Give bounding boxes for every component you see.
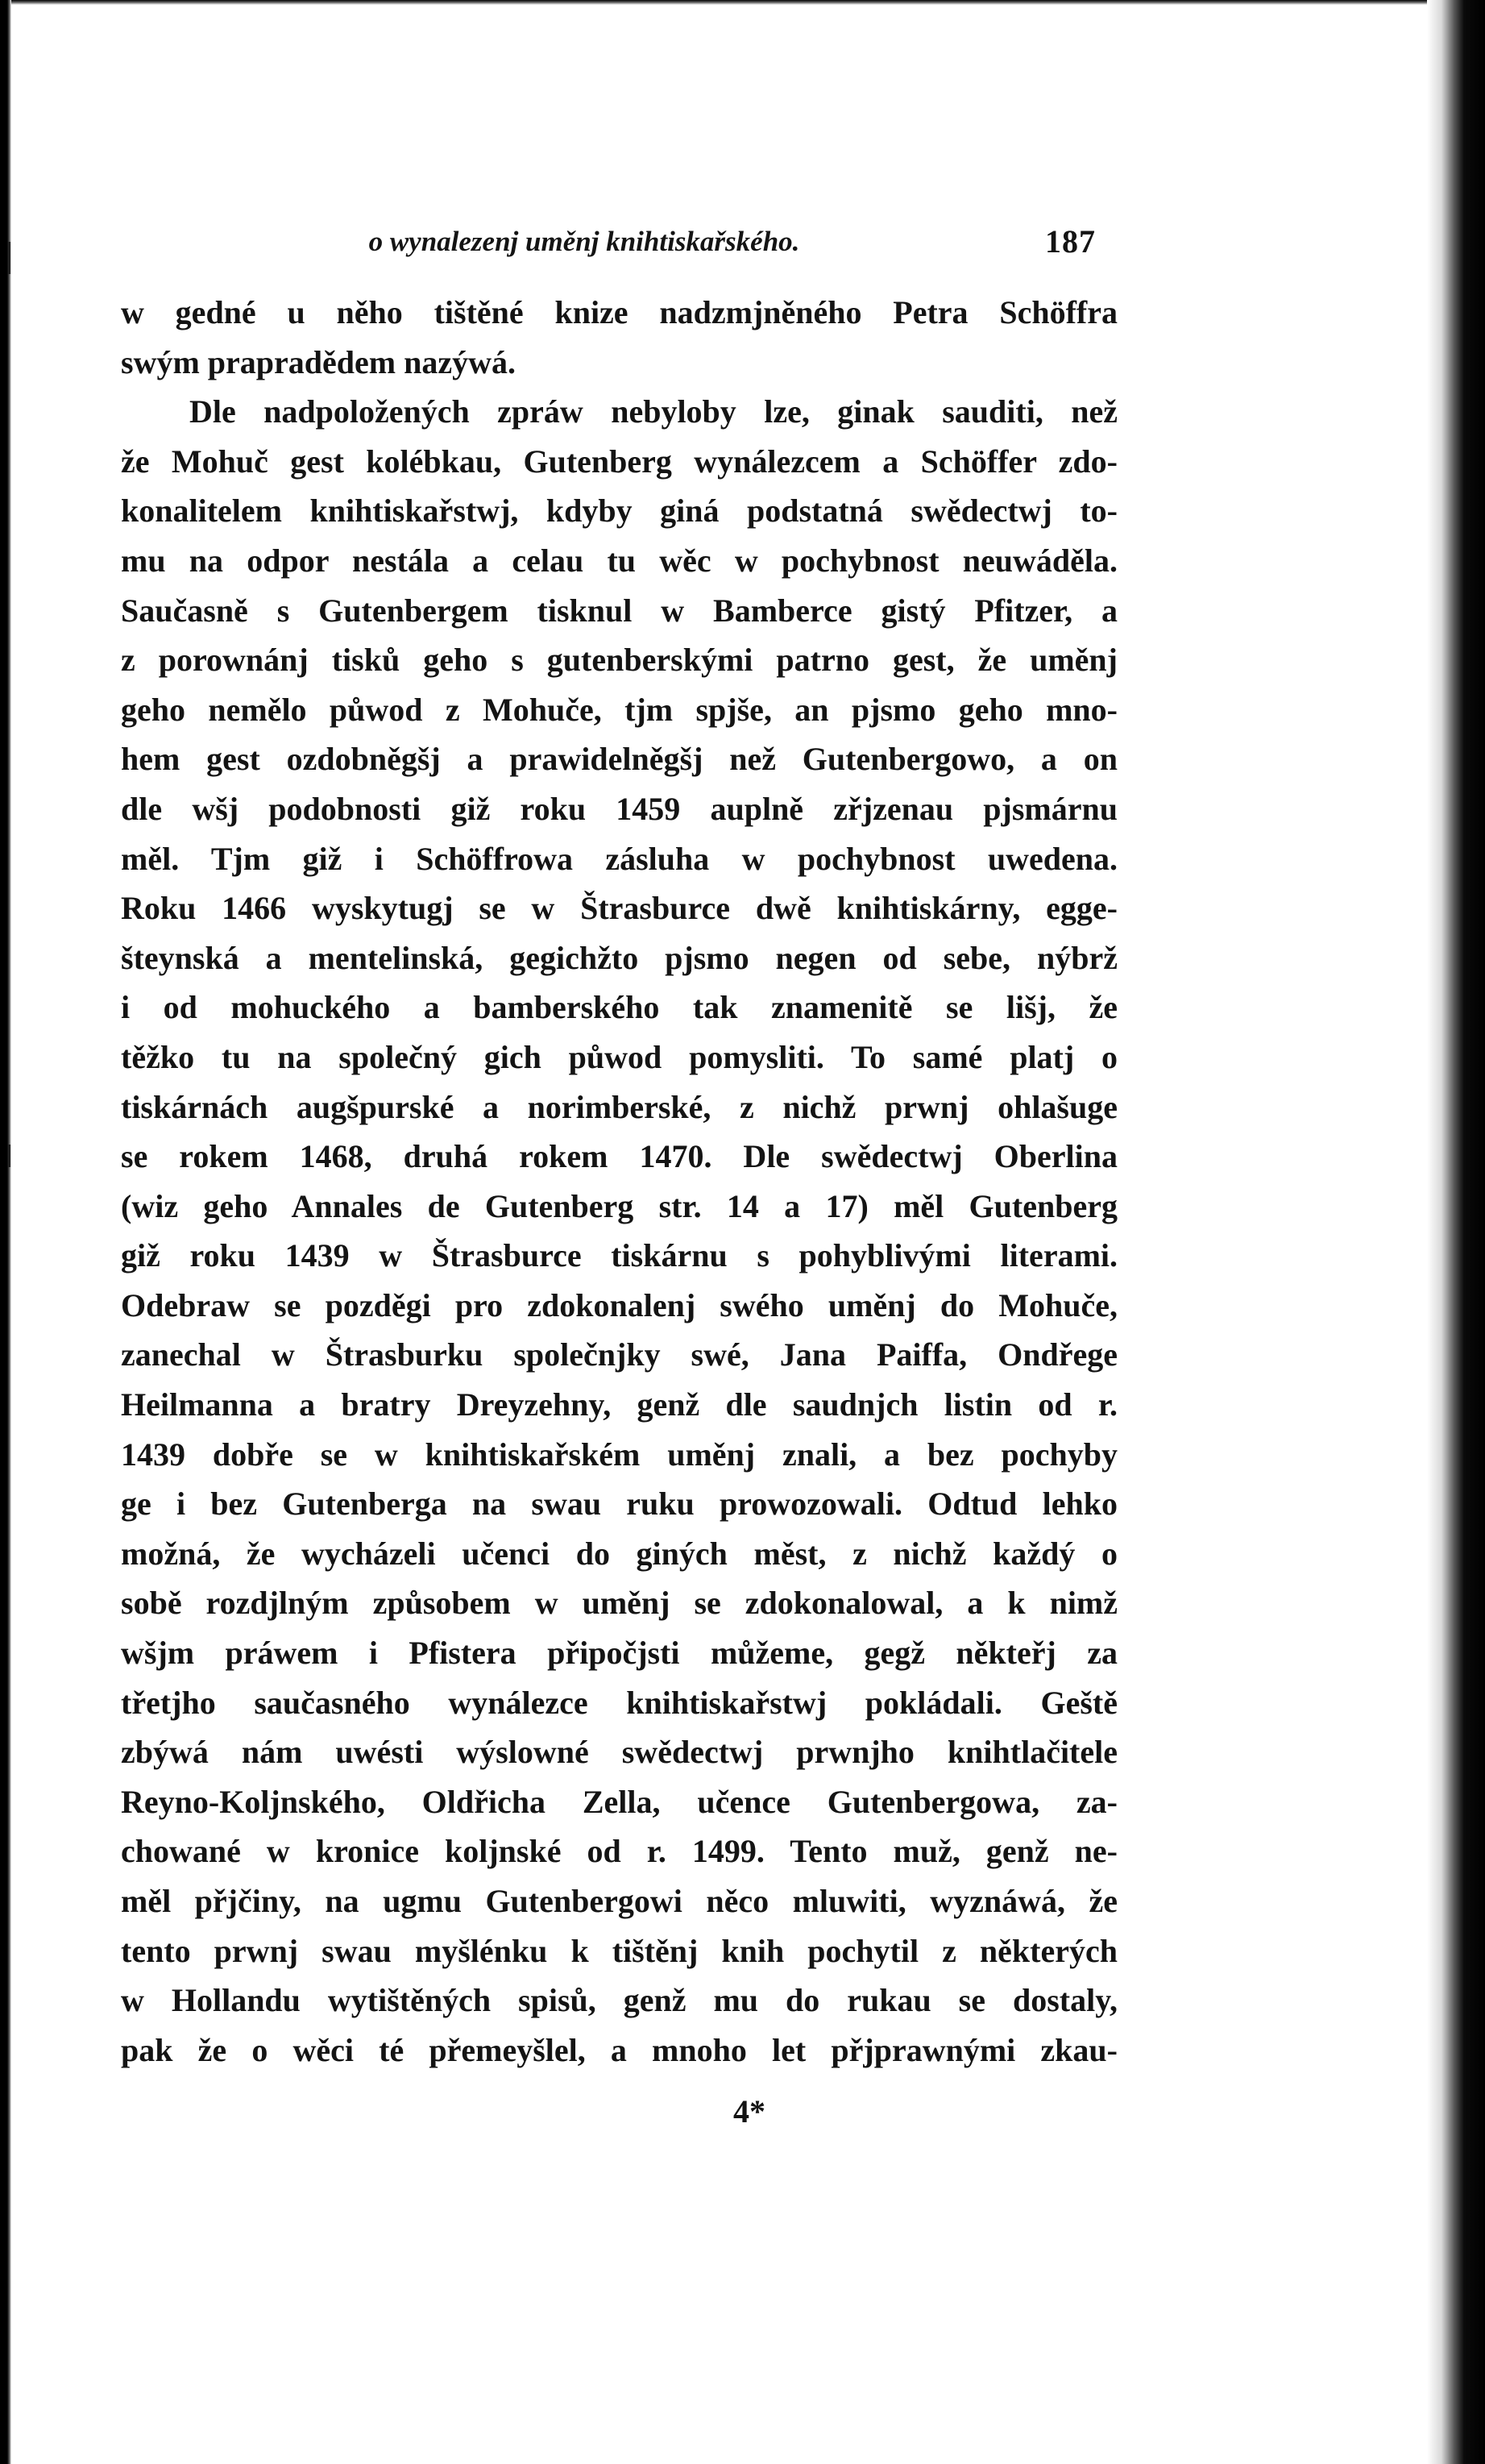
text-line: Reyno-Koljnského, Oldřicha Zella, učence Gutenbergowa, za- (121, 1783, 1118, 1820)
body-text (121, 288, 1118, 2075)
text-line: z porownánj tisků geho s gutenberskými patrno gest, že uměnj (121, 642, 1118, 679)
text-line: Heilmanna a bratry Dreyzehny, genž dle saudnjch listin od r. (121, 1386, 1118, 1423)
text-line: w Hollandu wytištěných spisů, genž mu do rukau se dostaly, (121, 1982, 1118, 2019)
text-line: zanechal w Štrasburku společnjky swé, Jana Paiffa, Ondřege (121, 1336, 1118, 1373)
text-line: mu na odpor nestála a celau tu wěc w pochybnost neuwáděla. (121, 542, 1118, 579)
text-line: dle wšj podobnosti giž roku 1459 auplně zřjzenau pjsmárnu (121, 790, 1118, 827)
text-line: hem gest ozdobněgšj a prawidelněgšj než Gutenbergowo, a on (121, 741, 1118, 778)
text-line: Odebraw se pozděgi pro zdokonalenj swého uměnj do Mohuče, (121, 1286, 1118, 1323)
text-line: měl. Tjm giž i Schöffrowa zásluha w pochybnost uwedena. (121, 840, 1118, 877)
running-title: o wynalezenj uměnj knihtiskařského. (368, 226, 800, 257)
text-line: se rokem 1468, druhá rokem 1470. Dle swědectwj Oberlina (121, 1138, 1118, 1175)
text-line: chowané w kronice koljnské od r. 1499. Tento muž, genž ne- (121, 1833, 1118, 1870)
text-line: Saučasně s Gutenbergem tisknul w Bamberce gistý Pfitzer, a (121, 592, 1118, 629)
text-line: geho nemělo půwod z Mohuče, tjm spjše, an pjsmo geho mno- (121, 691, 1118, 728)
signature-mark: 4* (733, 2093, 765, 2130)
running-head (121, 218, 1096, 266)
text-line: možná, že wycházeli učenci do giných měst, z nichž každý o (121, 1535, 1118, 1572)
text-line: giž roku 1439 w Štrasburce tiskárnu s pohyblivými literami. (121, 1237, 1118, 1274)
text-line: tiskárnách augšpurské a norimberské, z nichž prwnj ohlašuge (121, 1088, 1118, 1125)
text-line: tento prwnj swau myšlénku k tištěnj knih pochytil z některých (121, 1932, 1118, 1969)
text-line: w gedné u něho tištěné knize nadzmjněného Petra Schöffra (121, 294, 1118, 330)
text-line: konalitelem knihtiskařstwj, kdyby giná podstatná swědectwj to- (121, 492, 1118, 530)
text-line: pak že o wěci té přemeyšlel, a mnoho let přjprawnými zkau- (121, 2031, 1118, 2068)
text-line: Dle nadpoložených zpráw nebyloby lze, ginak sauditi, než (189, 393, 1118, 430)
text-line: že Mohuč gest kolébkau, Gutenberg wynálezcem a Schöffer zdo- (121, 443, 1118, 480)
text-line: wšjm práwem i Pfistera připočjsti můžeme, gegž někteřj za (121, 1635, 1118, 1672)
text-line: Roku 1466 wyskytugj se w Štrasburce dwě knihtiskárny, egge- (121, 890, 1118, 927)
text-line: měl přjčiny, na ugmu Gutenbergowi něco mluwiti, wyznáwá, že (121, 1883, 1118, 1919)
text-line: těžko tu na společný gich půwod pomysliti. To samé platj o (121, 1038, 1118, 1075)
text-line: zbýwá nám uwésti wýslowné swědectwj prwnjho knihtlačitele (121, 1734, 1118, 1771)
text-line: (wiz geho Annales de Gutenberg str. 14 a 17) měl Gutenberg (121, 1187, 1118, 1224)
text-line: šteynská a mentelinská, gegichžto pjsmo negen od sebe, nýbrž (121, 939, 1118, 976)
text-line: třetjho saučasného wynálezce knihtiskařstwj pokládali. Geště (121, 1684, 1118, 1721)
text-line: 1439 dobře se w knihtiskařském uměnj znali, a bez pochyby (121, 1436, 1118, 1473)
text-line: sobě rozdjlným způsobem w uměnj se zdokonalowal, a k nimž (121, 1585, 1118, 1622)
text-line: i od mohuckého a bamberského tak znamenitě se lišj, že (121, 989, 1118, 1026)
text-line: ge i bez Gutenberga na swau ruku prowozowali. Odtud lehko (121, 1485, 1118, 1523)
page-number: 187 (1045, 223, 1096, 260)
text-line: swým prapradědem nazýwá. (121, 343, 516, 380)
